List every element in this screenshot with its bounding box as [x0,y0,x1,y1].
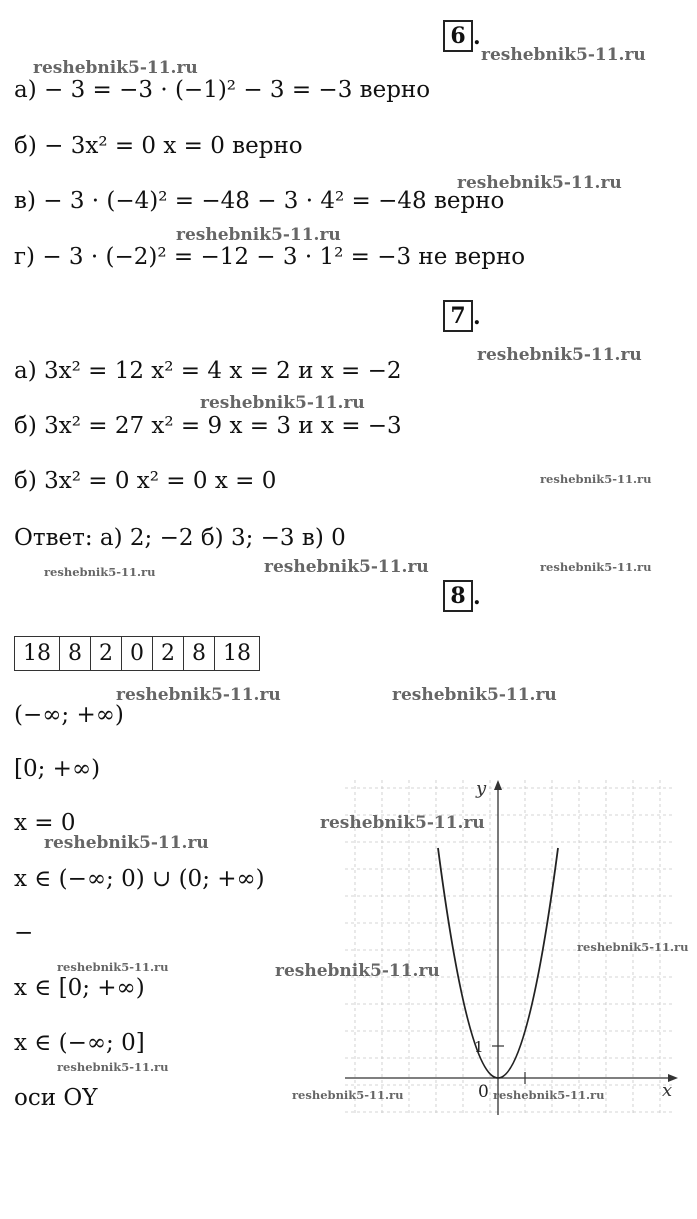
table-cell: 2 [91,637,122,671]
watermark: reshebnik5-11.ru [116,685,281,705]
watermark: reshebnik5-11.ru [493,1088,605,1102]
problem-6-line-a: а) − 3 = −3 · (−1)² − 3 = −3 верно [14,77,431,103]
watermark: reshebnik5-11.ru [275,961,440,981]
watermark: reshebnik5-11.ru [540,472,652,486]
number-dot: . [473,584,481,610]
problem-7-number: 7 [443,300,473,332]
watermark: reshebnik5-11.ru [264,557,429,577]
problem-7-line-a: а) 3x² = 12 x² = 4 x = 2 и x = −2 [14,358,402,384]
watermark: reshebnik5-11.ru [292,1088,404,1102]
watermark: reshebnik5-11.ru [457,173,622,193]
watermark: reshebnik5-11.ru [540,560,652,574]
problem-7-line-c: б) 3x² = 0 x² = 0 x = 0 [14,468,277,494]
watermark: reshebnik5-11.ru [57,1060,169,1074]
table-cell: 18 [15,637,60,671]
decreasing-line: x ∈ (−∞; 0] [14,1030,145,1056]
problem-6-line-b: б) − 3x² = 0 x = 0 верно [14,133,303,159]
range-line: [0; +∞) [14,756,101,782]
table-cell: 8 [184,637,215,671]
watermark: reshebnik5-11.ru [577,940,689,954]
table-cell: 0 [122,637,153,671]
watermark: reshebnik5-11.ru [320,813,485,833]
increasing-line: x ∈ [0; +∞) [14,975,145,1001]
zero-line: x = 0 [14,810,76,836]
values-table [14,636,260,671]
problem-7-line-b: б) 3x² = 27 x² = 9 x = 3 и x = −3 [14,413,402,439]
x-axis-label: x [662,1080,673,1101]
symmetry-line: оси OY [14,1085,98,1111]
domain-line: (−∞; +∞) [14,702,124,728]
problem-6-line-v: в) − 3 · (−4)² = −48 − 3 · 4² = −48 верно [14,188,505,214]
watermark: reshebnik5-11.ru [176,225,341,245]
table-cell: 18 [215,637,260,671]
number-dot: . [473,24,481,50]
watermark: reshebnik5-11.ru [392,685,557,705]
problem-7-answer: Ответ: а) 2; −2 б) 3; −3 в) 0 [14,525,346,551]
table-cell: 8 [60,637,91,671]
problem-8-number: 8 [443,580,473,612]
positive-line: x ∈ (−∞; 0) ∪ (0; +∞) [14,866,265,892]
y-axis-label: y [476,778,487,799]
negative-line: − [14,920,34,946]
watermark: reshebnik5-11.ru [44,833,209,853]
watermark: reshebnik5-11.ru [481,45,646,65]
watermark: reshebnik5-11.ru [200,393,365,413]
watermark: reshebnik5-11.ru [477,345,642,365]
y-axis-arrow [494,780,502,790]
watermark: reshebnik5-11.ru [44,565,156,579]
problem-6-line-g: г) − 3 · (−2)² = −12 − 3 · 1² = −3 не верно [14,244,526,270]
origin-label: 0 [478,1082,489,1102]
unit-label: 1 [474,1038,484,1056]
watermark: reshebnik5-11.ru [33,58,198,78]
table-cell: 2 [153,637,184,671]
problem-6-number: 6 [443,20,473,52]
number-dot: . [473,304,481,330]
watermark: reshebnik5-11.ru [57,960,169,974]
